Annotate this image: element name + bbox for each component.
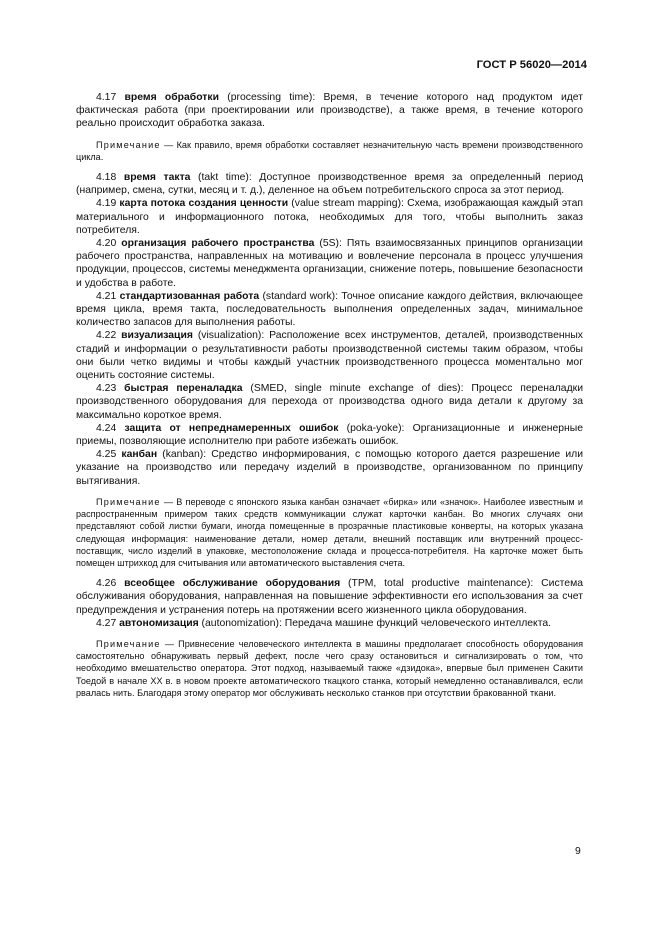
note-text: — Как правило, время обработки составляет незначительную часть времени производственного цикла. xyxy=(76,139,583,162)
note-text: — В переводе с японского языка канбан означает «бирка» или «значок». Наиболее известным и распространенным примером таких средств коммуникации служат карточки канбан. Во многих случаях они представляют собой листки бумаги, иногда помещенные в прозрачные пластиковые конверты, на которых указана следующая информация: наименование детали, номер детали, внешний поставщик или внутренний процесс-поставщик, число изделий в упаковке, местоположение склада и процесса-потребителя. На карточке может быть помещен штрихкод для считывания или автоматического выставления счета. xyxy=(76,496,583,568)
clause-number: 4.26 xyxy=(96,578,117,590)
page-number: 9 xyxy=(575,846,581,857)
clause-number: 4.22 xyxy=(96,330,117,342)
clause-number: 4.17 xyxy=(96,92,117,103)
definition-text: (poka-yoke): Организационные и инженерные приемы, позволяющие исполнителю при работе избежать ошибок. xyxy=(76,422,584,448)
definition-text: (standard work): Точное описание каждого действия, включающее время цикла, время такта, последовательность выполнения определенных задач, минимальное количество запасов для выполнения работы. xyxy=(76,290,583,329)
clause-number: 4.19 xyxy=(96,198,117,210)
definition-4-18 xyxy=(76,171,583,197)
clause-number: 4.18 xyxy=(96,172,117,184)
standard-designation: ГОСТ Р 56020—2014 xyxy=(476,59,587,71)
definition-text: (kanban): Средство информирования, с помощью которого дается разрешение или указание на производство или передачу изделий в производстве, организованном по принципу вытягивания. xyxy=(76,449,583,487)
definition-text: (value stream mapping): Схема, изображающая каждый этап материального и информационного потока, необходимых для того, чтобы выполнить заказ потребителя. xyxy=(76,198,583,236)
definition-4-27 xyxy=(76,617,583,630)
definition-text: (TPM, total productive maintenance): Система обслуживания оборудования, направленная на повышение эффективности его использования за счет предупреждения и устранения потерь на протяжении всего жизненного цикла оборудования. xyxy=(76,578,584,616)
term: быстрая переналадка xyxy=(124,383,243,395)
term: автономизация xyxy=(119,617,199,629)
definition-4-19 xyxy=(76,197,583,237)
term: время такта xyxy=(123,172,191,184)
clause-number: 4.27 xyxy=(96,617,117,629)
definition-text: (autonomization): Передача машине функций человеческого интеллекта. xyxy=(198,617,552,629)
term: защита от непреднамеренных ошибок xyxy=(124,422,339,434)
definition-4-20 xyxy=(76,237,583,290)
definition-4-22 xyxy=(76,329,583,382)
definition-4-21 xyxy=(76,290,583,330)
term: время обработки xyxy=(124,92,219,103)
definition-text: (visualization): Расположение всех инструментов, деталей, производственных стадий и информации о результативности работы производственной системы таким образом, чтобы они были четко видимы и чтобы каждый участник производственного процесса моментально мог оценить состояние системы. xyxy=(76,330,584,382)
note-label: Примечание xyxy=(96,496,161,507)
definition-4-25 xyxy=(76,448,583,488)
clause-number: 4.25 xyxy=(96,449,117,461)
document-body xyxy=(76,91,583,707)
term: визуализация xyxy=(121,330,193,342)
note-text: — Привнесение человеческого интеллекта в машины предполагает способность оборудования самостоятельно обнаруживать первый дефект, после чего сразу остановиться и сигнализировать о том, что необходимо вмешательство оператора. Этот подход, называемый также «дзидока», впервые был применен Сакити Тоедой в начале XX в. в новом проекте автоматического ткацкого станка, который немедленно останавливался, если рвалась нить. Благодаря этому оператор мог обслуживать несколько станков при отсутствии бракованной ткани. xyxy=(76,638,583,698)
note xyxy=(76,139,583,163)
clause-number: 4.23 xyxy=(96,383,117,395)
definition-text: (takt time): Доступное производственное время за определенный период (например, смена, сутки, месяц и т. д.), деленное на объем потребительского спроса за этот период. xyxy=(76,172,584,197)
definition-text: (SMED, single minute exchange of dies): Процесс переналадки производственного оборудования для перехода от производства одного вида детали к другому за максимально короткое время. xyxy=(76,383,584,421)
note xyxy=(76,638,583,699)
term: стандартизованная работа xyxy=(119,290,260,302)
note-label: Примечание xyxy=(96,638,161,649)
clause-number: 4.20 xyxy=(96,238,117,250)
definition-text: (processing time): Время, в течение которого над продуктом идет фактическая работа (при проектировании или производстве), а также время, в течение которого реально происходит обработка заказа. xyxy=(76,92,583,130)
clause-number: 4.24 xyxy=(96,422,117,434)
note-label: Примечание xyxy=(96,139,161,150)
definition-text: (5S): Пять взаимосвязанных принципов организации рабочего пространства, направленных на мотивацию и вовлечение персонала в процесс улучшения продукции, процессов, системы менеджмента организации, снижение потерь, повышение безопасности и удобства в работе. xyxy=(76,238,583,289)
clause-number: 4.21 xyxy=(96,290,117,302)
definition-4-23 xyxy=(76,382,583,422)
term: организация рабочего пространства xyxy=(121,238,315,250)
definition-4-24 xyxy=(76,422,583,448)
definition-4-26 xyxy=(76,577,583,617)
definition-4-17 xyxy=(76,91,583,131)
term: карта потока создания ценности xyxy=(119,198,289,210)
term: всеобщее обслуживание оборудования xyxy=(124,578,341,590)
note xyxy=(76,496,583,569)
term: канбан xyxy=(121,449,158,461)
